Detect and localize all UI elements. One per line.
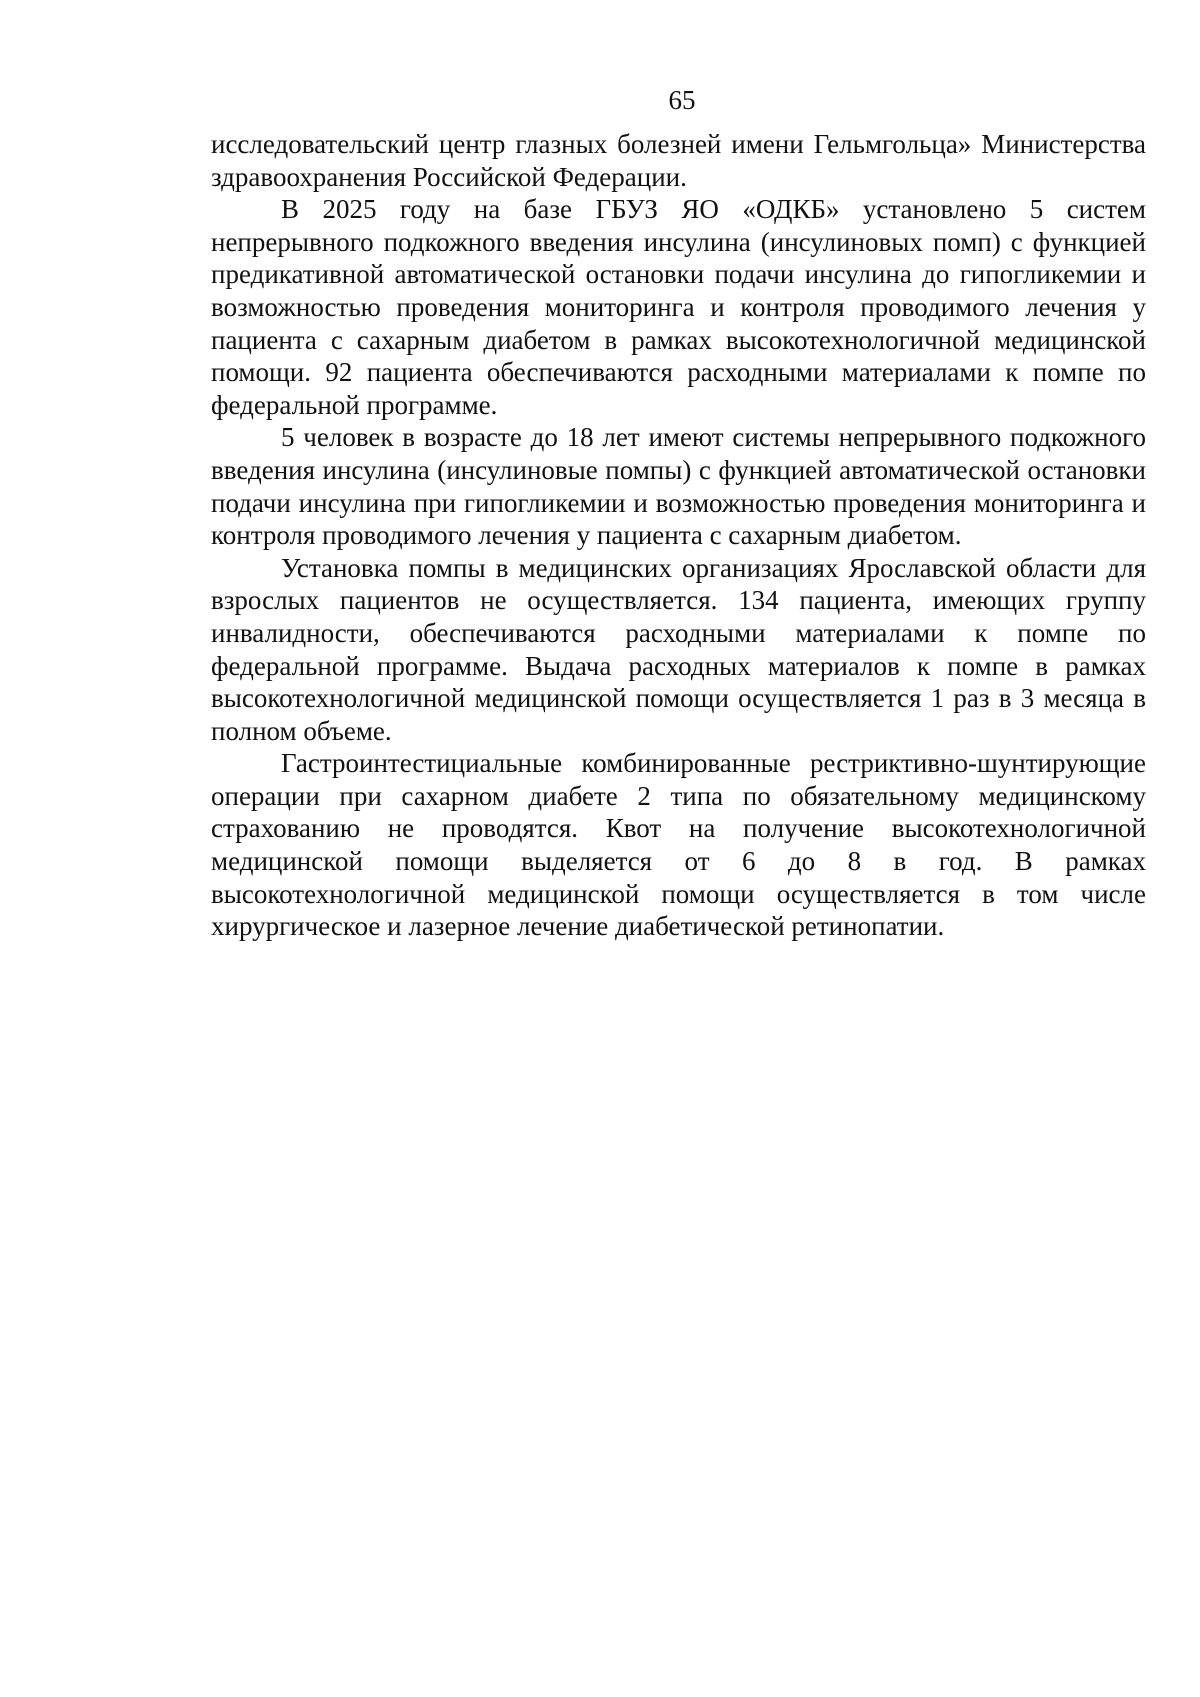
- page-number: 65: [668, 85, 696, 115]
- paragraph-continuation: исследовательский центр глазных болезней имени Гельмгольца» Министерства здравоохранения Российской Федерации.: [211, 129, 1146, 192]
- paragraph-insulin-pumps-2025: В 2025 году на базе ГБУЗ ЯО «ОДКБ» установлено 5 систем непрерывного подкожного введения инсулина (инсулиновых помп) с функцией предикативной автоматической остановки подачи инсулина до гипогликемии и возможностью проведения мониторинга и контроля проводимого лечения у пациента с сахарным диабетом в рамках высокотехнологичной медицинской помощи. 92 пациента обеспечиваются расходными материалами к помпе по федеральной программе.: [211, 194, 1146, 420]
- paragraph-adult-pumps: Установка помпы в медицинских организациях Ярославской области для взрослых пациентов не осуществляется. 134 пациента, имеющих группу инвалидности, обеспечиваются расходными материалами к помпе по федеральной программе. Выдача расходных материалов к помпе в рамках высокотехнологичной медицинской помощи осуществляется 1 раз в 3 месяца в полном объеме.: [211, 552, 1146, 746]
- paragraph-bariatric-surgery: Гастроинтестициальные комбинированные рестриктивно-шунтирующие операции при сахарном диабете 2 типа по обязательному медицинскому страхованию не проводятся. Квот на получение высокотехнологичной медицинской помощи выделяется от 6 до 8 в год. В рамках высокотехнологичной медицинской помощи осуществляется в том числе хирургическое и лазерное лечение диабетической ретинопатии.: [211, 748, 1146, 942]
- document-body: [211, 128, 1146, 943]
- paragraph-children-pumps: 5 человек в возрасте до 18 лет имеют системы непрерывного подкожного введения инсулина (инсулиновые помпы) с функцией автоматической остановки подачи инсулина при гипогликемии и возможностью проведения мониторинга и контроля проводимого лечения у пациента с сахарным диабетом.: [211, 422, 1146, 551]
